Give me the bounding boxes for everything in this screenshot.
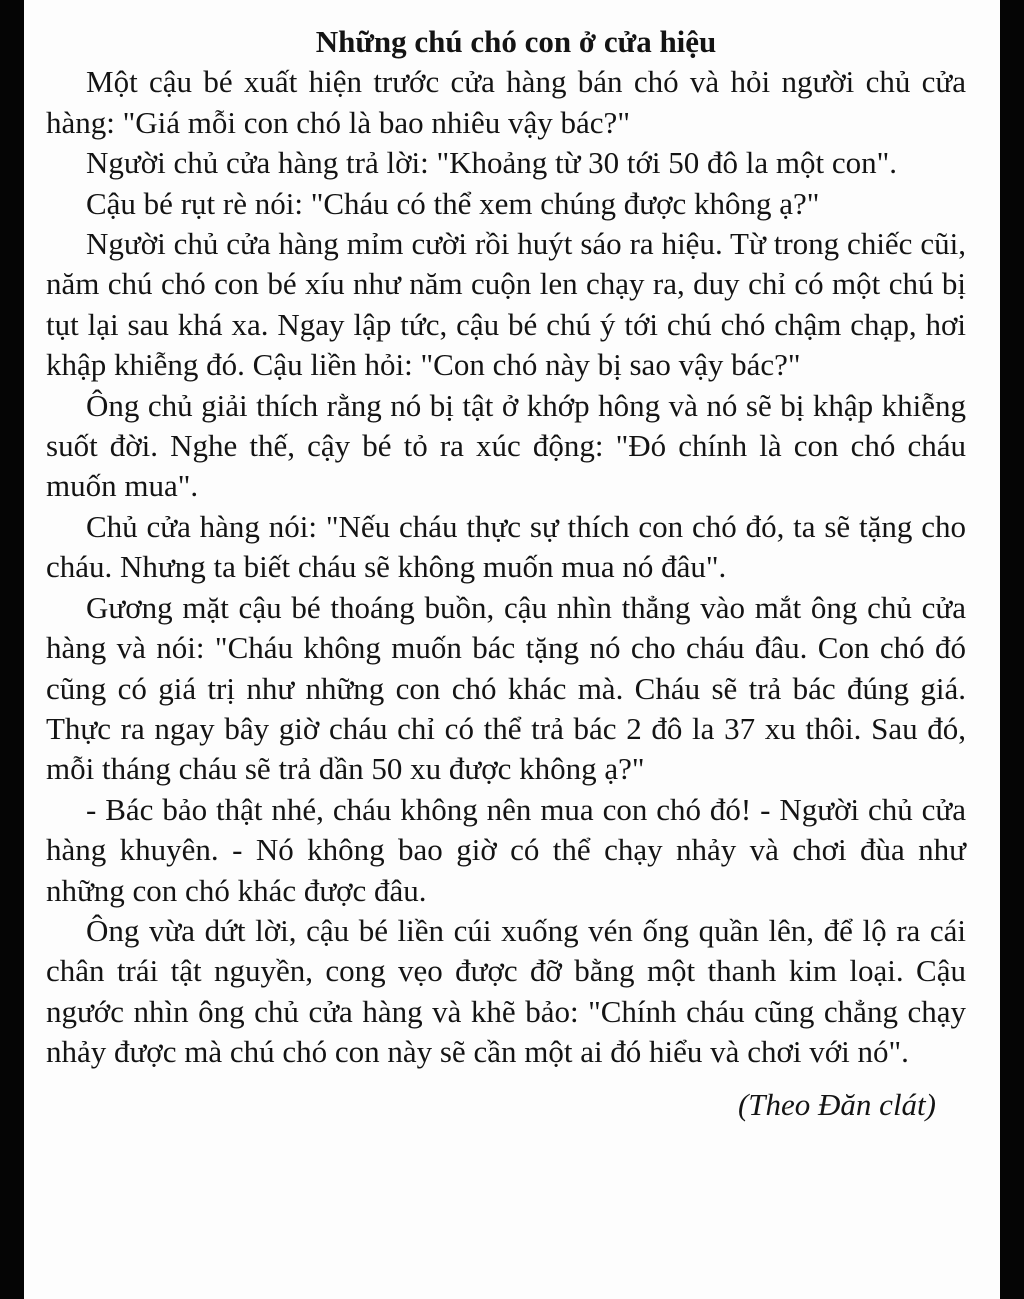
paragraph-4: Người chủ cửa hàng mỉm cười rồi huýt sáo ra hiệu. Từ trong chiếc cũi, năm chú chó con bé xíu như năm cuộn len chạy ra, duy chỉ có một chú bị tụt lại sau khá xa. Ngay lập tức, cậu bé chú ý tới chú chó chậm chạp, hơi khập khiễng đó. Cậu liền hỏi: "Con chó này bị sao vậy bác?" [46, 226, 966, 383]
paragraph-5: Ông chủ giải thích rằng nó bị tật ở khớp hông và nó sẽ bị khập khiễng suốt đời. Nghe thế, cậy bé tỏ ra xúc động: "Đó chính là con chó cháu muốn mua". [46, 387, 966, 504]
right-frame-border [1000, 0, 1024, 1299]
left-frame-border [0, 0, 24, 1299]
story-title: Những chú chó con ở cửa hiệu [315, 24, 717, 59]
story-body [46, 22, 966, 1125]
paragraph-1: Một cậu bé xuất hiện trước cửa hàng bán chó và hỏi người chủ cửa hàng: "Giá mỗi con chó là bao nhiêu vậy bác?" [46, 64, 966, 140]
document-page [24, 0, 1000, 1299]
paragraph-2: Người chủ cửa hàng trả lời: "Khoảng từ 30 tới 50 đô la một con". [86, 145, 898, 181]
paragraph-9: Ông vừa dứt lời, cậu bé liền cúi xuống vén ống quần lên, để lộ ra cái chân trái tật nguyền, cong vẹo được đỡ bằng một thanh kim loại. Cậu ngước nhìn ông chủ cửa hàng và khẽ bảo: "Chính cháu cũng chẳng chạy nhảy được mà chú chó con này sẽ cần một ai đó hiểu và chơi với nó". [46, 912, 966, 1070]
source-attribution: (Theo Đăn clát) [737, 1086, 936, 1122]
paragraph-6: Chủ cửa hàng nói: "Nếu cháu thực sự thích con chó đó, ta sẽ tặng cho cháu. Nhưng ta biết cháu sẽ không muốn mua nó đâu". [46, 508, 966, 585]
paragraph-3: Cậu bé rụt rè nói: "Cháu có thể xem chúng được không ạ?" [86, 185, 820, 221]
paragraph-8: - Bác bảo thật nhé, cháu không nên mua con chó đó! - Người chủ cửa hàng khuyên. - Nó không bao giờ có thể chạy nhảy và chơi đùa như những con chó khác được đâu. [46, 791, 966, 908]
paragraph-7: Gương mặt cậu bé thoáng buồn, cậu nhìn thẳng vào mắt ông chủ cửa hàng và nói: "Cháu không muốn bác tặng nó cho cháu đâu. Con chó đó cũng có giá trị như những con chó khác mà. Cháu sẽ trả bác đúng giá. Thực ra ngay bây giờ cháu chỉ có thể trả bác 2 đô la 37 xu thôi. Sau đó, mỗi tháng cháu sẽ trả dần 50 xu được không ạ?" [46, 589, 966, 787]
